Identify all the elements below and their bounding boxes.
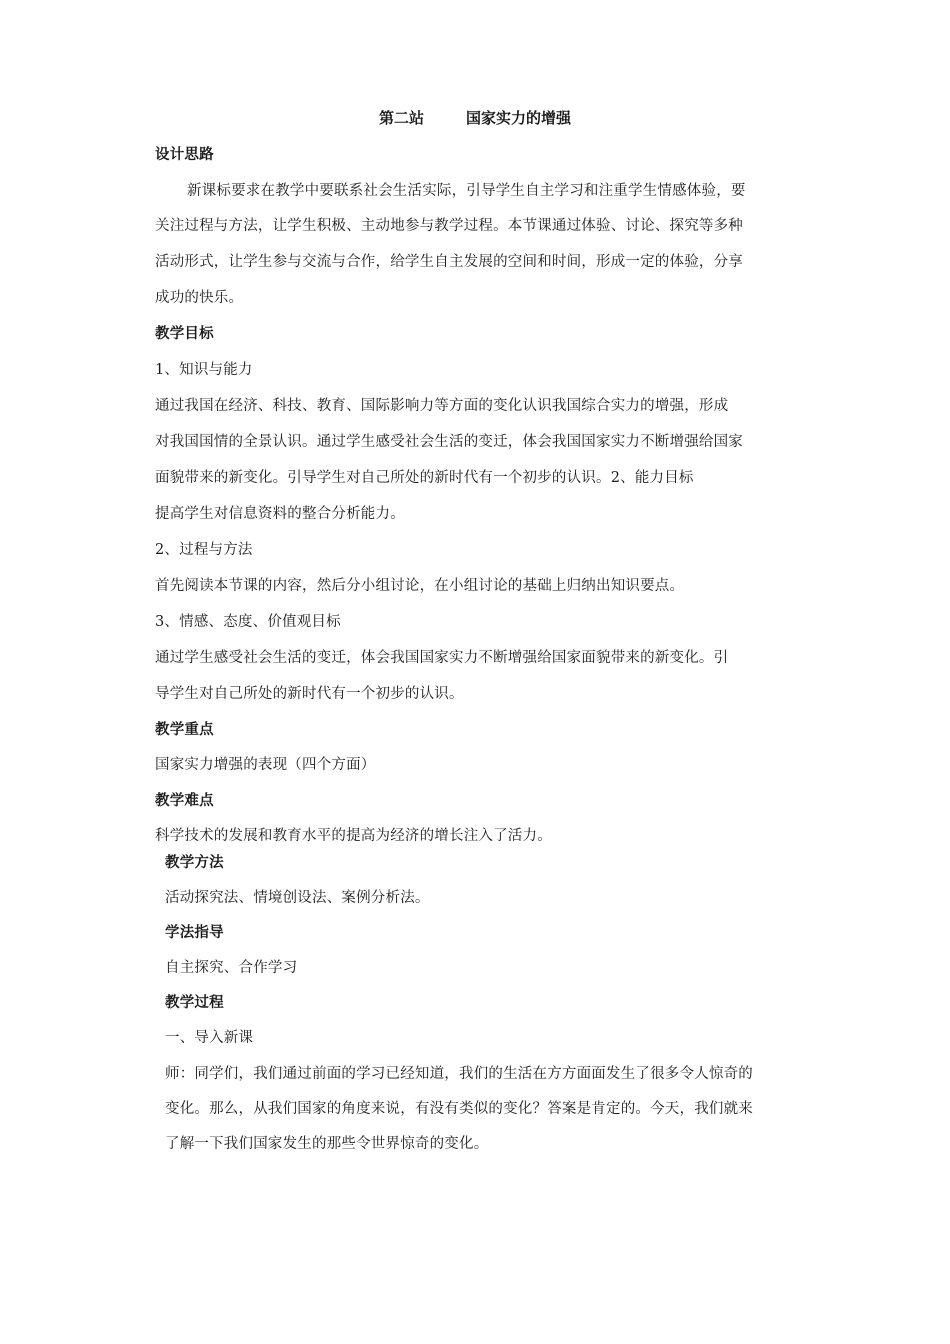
goal3-heading: 3、情感、态度、价值观目标 bbox=[155, 614, 341, 630]
title-topic: 国家实力的增强 bbox=[466, 109, 572, 127]
difficulty-heading: 教学难点 bbox=[155, 793, 214, 809]
difficulty-text: 科学技术的发展和教育水平的提高为经济的增长注入了活力。 bbox=[155, 828, 552, 844]
design-line: 成功的快乐。 bbox=[155, 290, 244, 306]
method-heading: 教学方法 bbox=[165, 855, 224, 871]
goal1-line: 对我国国情的全景认识。通过学生感受社会生活的变迁，体会我国国家实力不断增强给国家 bbox=[155, 434, 743, 450]
goal1-line: 通过我国在经济、科技、教育、国际影响力等方面的变化认识我国综合实力的增强，形成 bbox=[155, 398, 729, 414]
key-text: 国家实力增强的表现（四个方面） bbox=[155, 757, 376, 773]
goal3-line: 导学生对自己所处的新时代有一个初步的认识。 bbox=[155, 686, 464, 702]
goal2-heading: 2、过程与方法 bbox=[155, 542, 253, 558]
study-text: 自主探究、合作学习 bbox=[165, 960, 298, 976]
page-title bbox=[0, 108, 950, 128]
study-heading: 学法指导 bbox=[165, 925, 224, 941]
process-heading: 教学过程 bbox=[165, 995, 224, 1011]
key-heading: 教学重点 bbox=[155, 722, 214, 738]
goals-heading: 教学目标 bbox=[155, 326, 214, 342]
goal1-heading: 1、知识与能力 bbox=[155, 362, 253, 378]
process-line: 师：同学们，我们通过前面的学习已经知道，我们的生活在方方面面发生了很多令人惊奇的 bbox=[165, 1066, 753, 1082]
process-step-heading: 一、导入新课 bbox=[165, 1030, 254, 1046]
goal3-line: 通过学生感受社会生活的变迁，体会我国国家实力不断增强给国家面貌带来的新变化。引 bbox=[155, 650, 729, 666]
design-heading: 设计思路 bbox=[155, 147, 214, 163]
process-line: 变化。那么，从我们国家的角度来说，有没有类似的变化？答案是肯定的。今天，我们就来 bbox=[165, 1101, 753, 1117]
goal1-line: 提高学生对信息资料的整合分析能力。 bbox=[155, 506, 405, 522]
title-station: 第二站 bbox=[378, 109, 424, 127]
design-line: 新课标要求在教学中要联系社会生活实际，引导学生自主学习和注重学生情感体验，要 bbox=[187, 183, 746, 199]
goal2-text: 首先阅读本节课的内容，然后分小组讨论，在小组讨论的基础上归纳出知识要点。 bbox=[155, 578, 685, 594]
design-line: 活动形式，让学生参与交流与合作，给学生自主发展的空间和时间，形成一定的体验，分享 bbox=[155, 254, 743, 270]
process-line: 了解一下我们国家发生的那些令世界惊奇的变化。 bbox=[165, 1136, 489, 1152]
goal1-line: 面貌带来的新变化。引导学生对自己所处的新时代有一个初步的认识。2、能力目标 bbox=[155, 470, 694, 486]
method-text: 活动探究法、情境创设法、案例分析法。 bbox=[165, 890, 430, 906]
design-line: 关注过程与方法，让学生积极、主动地参与教学过程。本节课通过体验、讨论、探究等多种 bbox=[155, 218, 743, 234]
